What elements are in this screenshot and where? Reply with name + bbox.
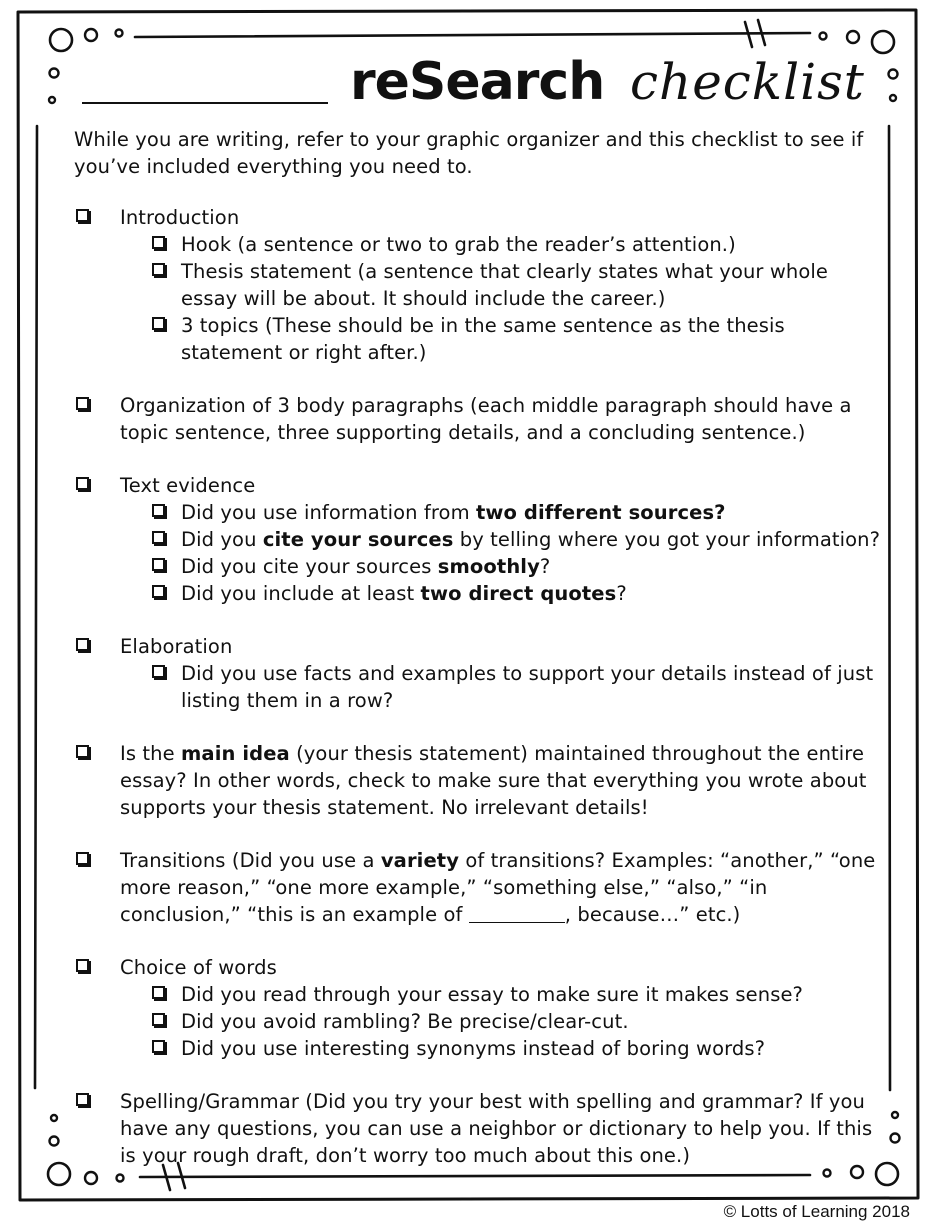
sub-item-two-sources <box>135 499 889 526</box>
item-label: Text evidence <box>120 474 256 497</box>
name-blank-line <box>82 102 328 104</box>
sub-item-label: Did you cite your sources smoothly? <box>181 555 551 578</box>
sub-item-label: Did you read through your essay to make sure it makes sense? <box>181 983 804 1006</box>
sub-item-cite-sources <box>135 526 889 553</box>
item-label: Spelling/Grammar (Did you try your best with spelling and grammar? If you have any questions, you can use a neighbor or dictionary to help you. If this is your rough draft, don’t worry too much about this one.) <box>120 1090 873 1167</box>
sub-item-label: Did you include at least two direct quotes? <box>181 582 627 605</box>
checklist-item-transitions <box>74 847 889 928</box>
checkbox[interactable] <box>152 585 165 598</box>
checklist-item-introduction <box>74 204 889 366</box>
sub-item-label: Hook (a sentence or two to grab the reader’s attention.) <box>181 233 736 256</box>
sub-item-label: Thesis statement (a sentence that clearly states what your whole essay will be about. It should include the career.) <box>181 260 828 310</box>
sub-item-hook <box>135 231 889 258</box>
emphasis: cite your sources <box>262 528 454 551</box>
checkbox[interactable] <box>152 317 165 330</box>
page-title-script: checklist <box>630 53 865 111</box>
checklist-item-text-evidence <box>74 472 889 607</box>
fill-in-blank <box>469 904 565 923</box>
item-label: Choice of words <box>120 956 277 979</box>
checkbox[interactable] <box>76 745 89 758</box>
checkbox[interactable] <box>76 959 89 972</box>
emphasis: two different sources? <box>475 501 726 524</box>
emphasis: variety <box>380 849 460 872</box>
checkbox[interactable] <box>76 852 89 865</box>
checklist-item-organization <box>74 392 889 446</box>
sub-item-synonyms <box>135 1035 889 1062</box>
checkbox[interactable] <box>76 1093 89 1106</box>
checklist-item-elaboration <box>74 633 889 714</box>
sub-item-label: Did you use information from two different sources? <box>181 501 726 524</box>
sub-item-topics <box>135 312 889 366</box>
emphasis: smoothly <box>437 555 540 578</box>
sub-item-label: Did you use interesting synonyms instead of boring words? <box>181 1037 766 1060</box>
item-label: Is the main idea (your thesis statement) maintained throughout the entire essay? In other words, check to make sure that everything you wrote about supports your thesis statement. No irrelevant details! <box>120 742 867 819</box>
sub-item-label: 3 topics (These should be in the same sentence as the thesis statement or right after.) <box>181 314 785 364</box>
checklist-item-spelling-grammar <box>74 1088 889 1169</box>
item-label: Transitions (Did you use a variety of transitions? Examples: “another,” “one more reason,” “one more example,” “something else,” “also,” “in conclusion,” “this is an example of , because…” etc.) <box>120 849 876 926</box>
checklist-item-choice-of-words <box>74 954 889 1062</box>
item-label: Organization of 3 body paragraphs (each middle paragraph should have a topic sentence, three supporting details, and a concluding sentence.) <box>120 394 852 444</box>
checklist-item-main-idea <box>74 740 889 821</box>
checkbox[interactable] <box>76 477 89 490</box>
checkbox[interactable] <box>152 504 165 517</box>
intro-text: While you are writing, refer to your graphic organizer and this checklist to see if you’ve included everything you need to. <box>74 128 864 178</box>
sub-item-label: Did you cite your sources by telling where you got your information? <box>181 528 881 551</box>
checkbox[interactable] <box>152 263 165 276</box>
checkbox[interactable] <box>152 236 165 249</box>
item-label: Introduction <box>120 206 240 229</box>
sub-item-makes-sense <box>135 981 889 1008</box>
sub-item-rambling <box>135 1008 889 1035</box>
sub-item-facts-examples <box>135 660 889 714</box>
checkbox[interactable] <box>152 1040 165 1053</box>
copyright-footer: © Lotts of Learning 2018 <box>723 1202 910 1221</box>
checkbox[interactable] <box>152 986 165 999</box>
checkbox[interactable] <box>152 1013 165 1026</box>
page-title-bold: reSearch <box>350 52 605 112</box>
sub-item-direct-quotes <box>135 580 889 607</box>
emphasis: main idea <box>181 742 290 765</box>
checkbox[interactable] <box>76 397 89 410</box>
checkbox[interactable] <box>152 531 165 544</box>
sub-item-thesis <box>135 258 889 312</box>
item-label: Elaboration <box>120 635 233 658</box>
checkbox[interactable] <box>76 638 89 651</box>
sub-item-smoothly <box>135 553 889 580</box>
checkbox[interactable] <box>152 558 165 571</box>
emphasis: two direct quotes <box>420 582 617 605</box>
sub-item-label: Did you avoid rambling? Be precise/clear-cut. <box>181 1010 629 1033</box>
sub-item-label: Did you use facts and examples to support your details instead of just listing them in a row? <box>181 662 874 712</box>
checkbox[interactable] <box>152 665 165 678</box>
checkbox[interactable] <box>76 209 89 222</box>
checklist-content <box>74 126 889 1169</box>
